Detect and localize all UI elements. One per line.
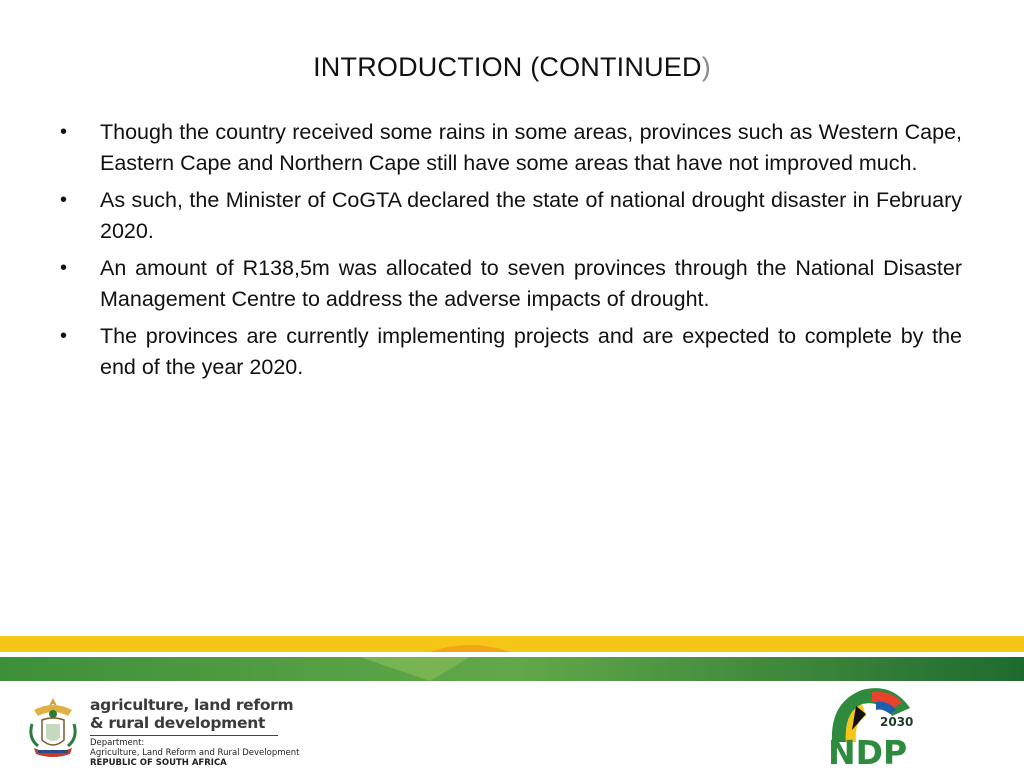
coat-of-arms-icon xyxy=(24,694,82,760)
department-country: REPUBLIC OF SOUTH AFRICA xyxy=(90,758,227,768)
brand-line-1: agriculture, land reform xyxy=(90,696,294,714)
bullet-item xyxy=(58,185,962,247)
brand-line-2: & rural development xyxy=(90,714,266,732)
bullet-icon: • xyxy=(60,257,68,279)
bullet-list xyxy=(58,117,962,389)
department-brand xyxy=(90,696,299,768)
bullet-icon: • xyxy=(60,325,68,347)
department-label: Department: xyxy=(90,738,145,748)
bullet-item xyxy=(58,253,962,315)
bullet-text: An amount of R138,5m was allocated to seven provinces through the National Disaster Management Centre to address the adverse impacts of drought. xyxy=(100,256,962,311)
brand-divider xyxy=(90,735,278,736)
ndp-text: NDP xyxy=(828,733,908,768)
ndp-2030-logo xyxy=(822,682,918,768)
bullet-item xyxy=(58,117,962,179)
bullet-text: The provinces are currently implementing projects and are expected to complete by the end of the year 2020. xyxy=(100,324,962,379)
bullet-item xyxy=(58,321,962,383)
ndp-year: 2030 xyxy=(880,715,914,729)
slide-title-main: INTRODUCTION (CONTINUED xyxy=(313,52,702,82)
bullet-text: Though the country received some rains in some areas, provinces such as Western Cape, Eastern Cape and Northern Cape still have some areas that have not improved much. xyxy=(100,120,962,175)
department-name: Agriculture, Land Reform and Rural Development xyxy=(90,748,300,758)
bullet-icon: • xyxy=(60,189,68,211)
department-logo xyxy=(24,694,324,768)
slide-title xyxy=(0,52,1024,83)
slide-title-paren: ) xyxy=(701,52,711,82)
footer-color-band xyxy=(0,636,1024,686)
bullet-text: As such, the Minister of CoGTA declared the state of national drought disaster in February 2020. xyxy=(100,188,962,243)
bullet-icon: • xyxy=(60,121,68,143)
